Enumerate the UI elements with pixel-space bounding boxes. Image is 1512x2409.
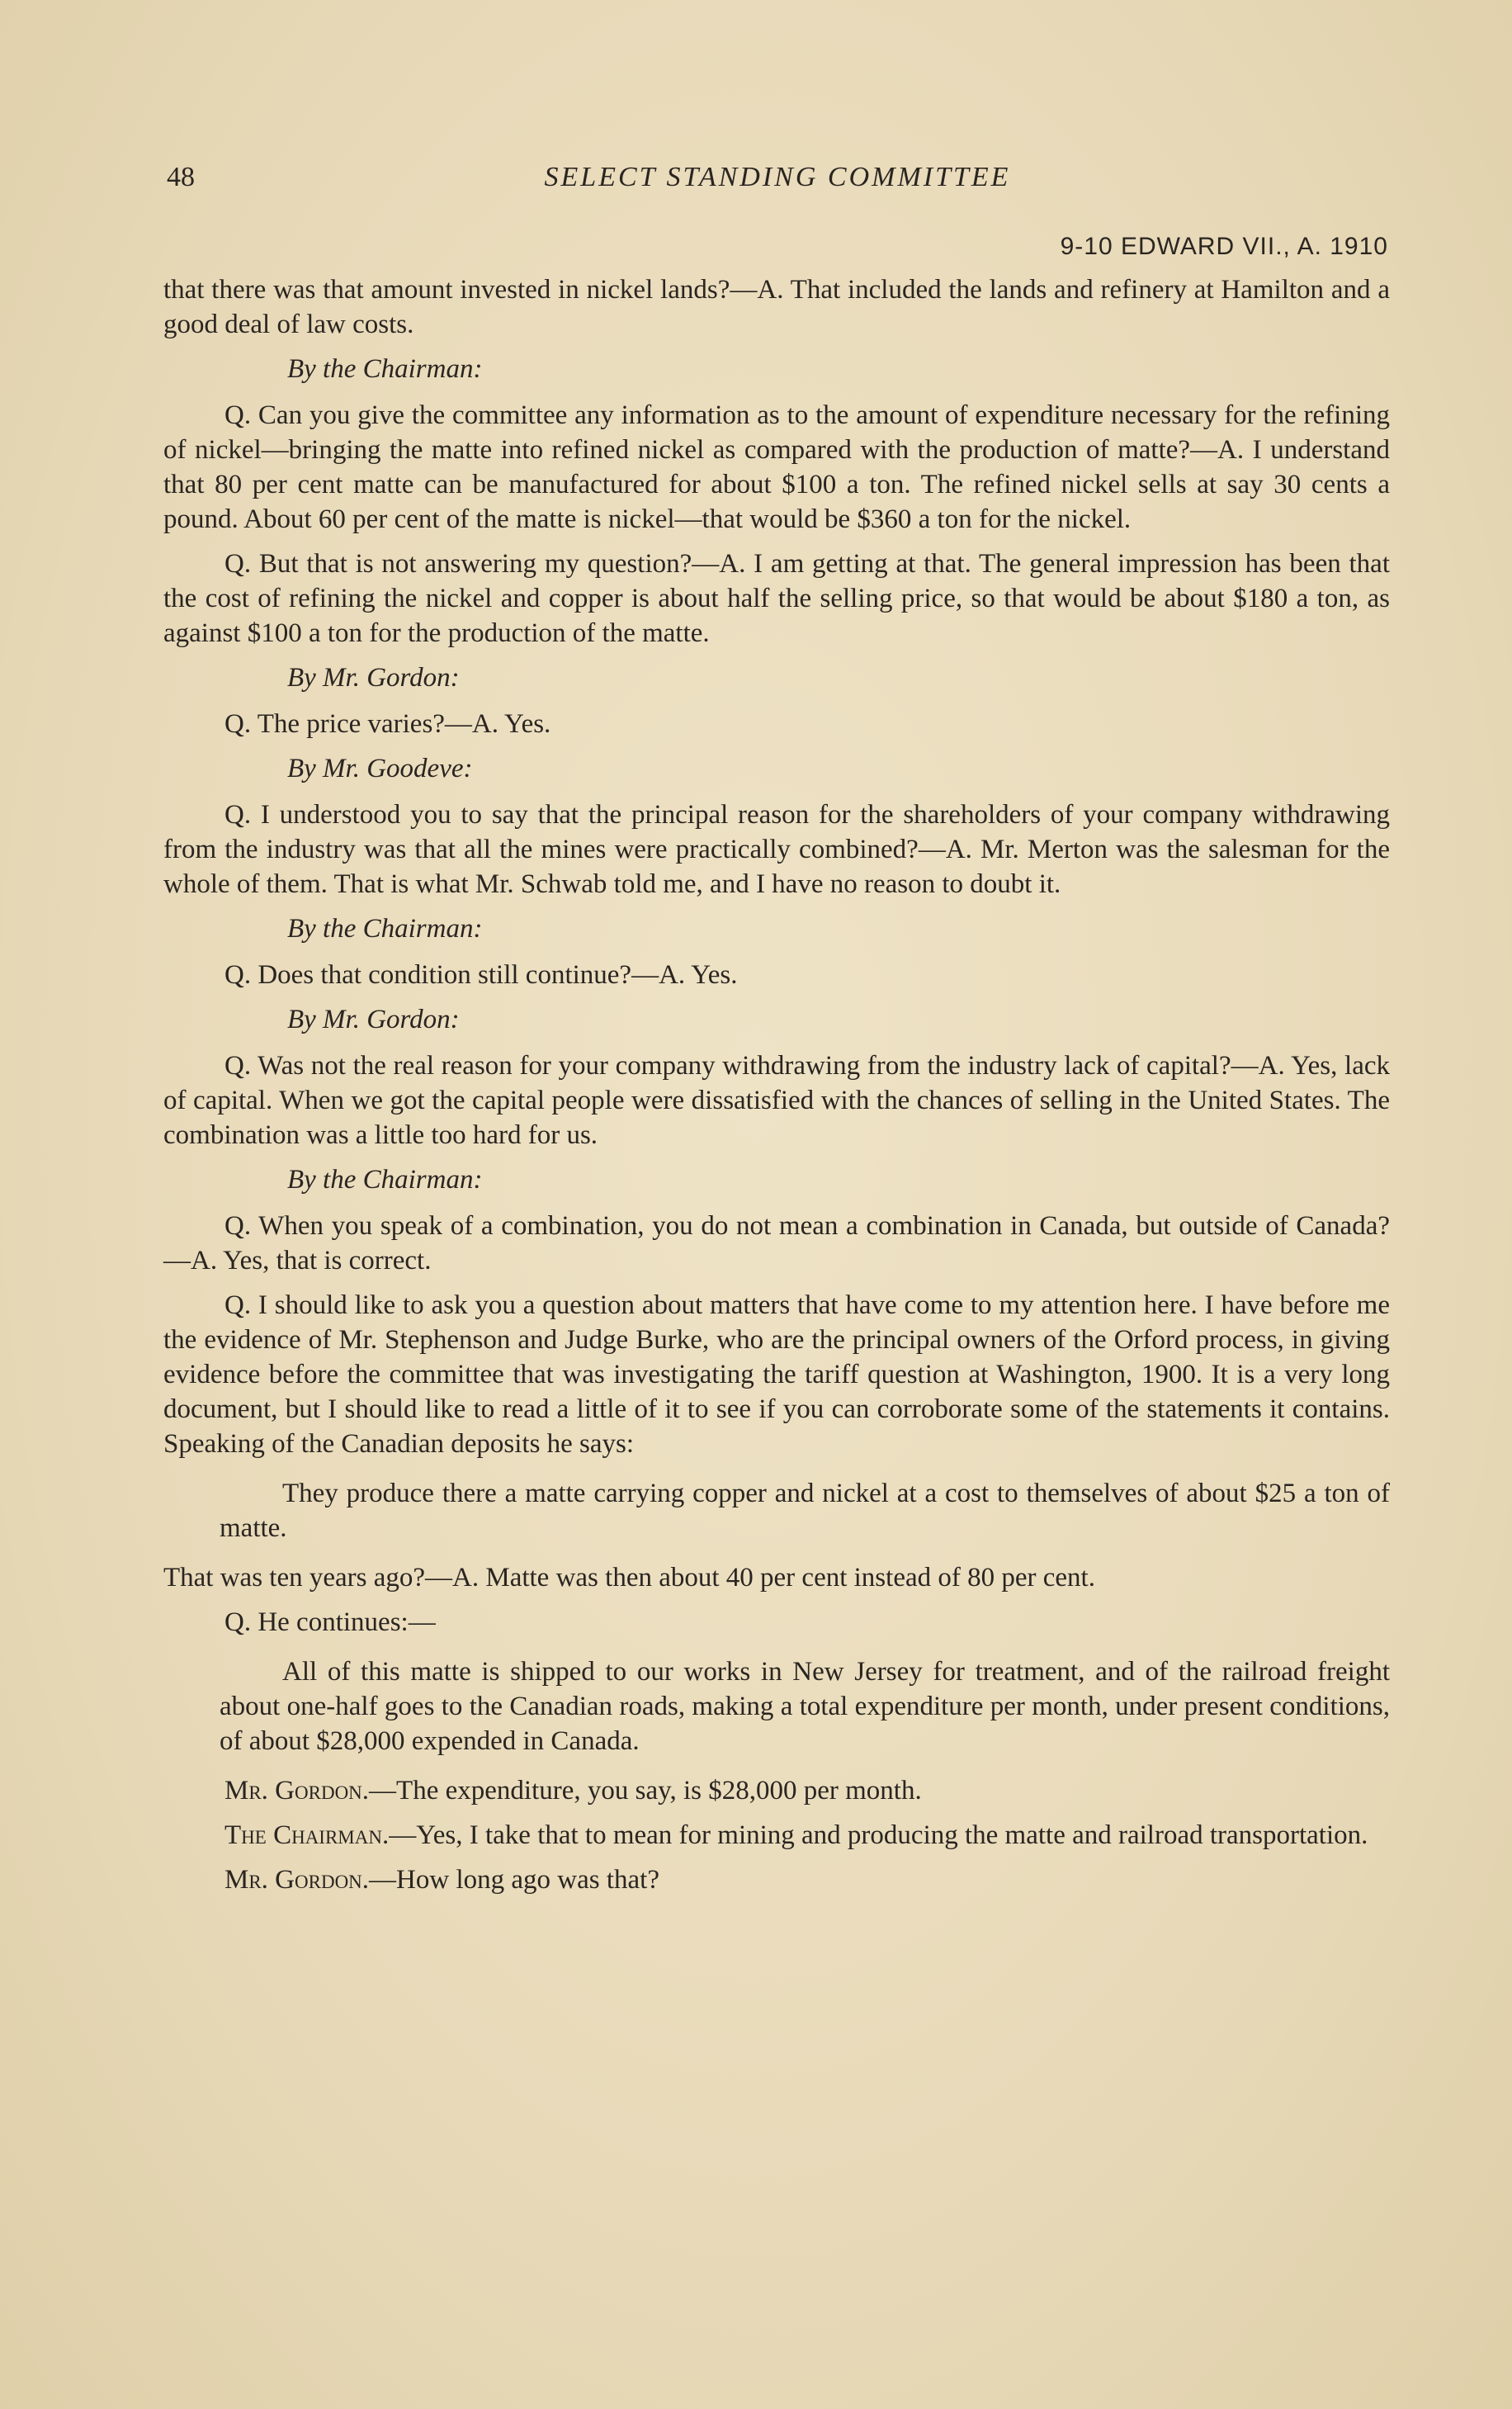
paragraph: Q. Does that condition still continue?—A. Yes.	[224, 960, 738, 990]
paragraph: Q. I understood you to say that the principal reason for the shareholders of your company withdrawing from the industry was that all the mines were practically combined?—A. Mr. Merton was the salesman for the whole of them. That is what Mr. Schwab told me, and I have no reason to doubt it.	[163, 800, 1390, 899]
speaker-heading: By the Chairman:	[287, 354, 483, 384]
speaker-heading: By the Chairman:	[287, 1165, 483, 1195]
speaker-line	[163, 1862, 1390, 1897]
speaker-text: —Yes, I take that to mean for mining and producing the matte and railroad transportation.	[389, 1820, 1368, 1850]
quoted-evidence: All of this matte is shipped to our works in New Jersey for treatment, and of the railroad freight about one-half goes to the Canadian roads, making a total expenditure per month, under present conditions, of about $28,000 expended in Canada.	[220, 1657, 1390, 1756]
paragraph: Q. The price varies?—A. Yes.	[224, 709, 551, 739]
speaker-line	[163, 1773, 1390, 1808]
speaker-name: The Chairman.	[224, 1820, 390, 1850]
paragraph: that there was that amount invested in nickel lands?—A. That included the lands and refinery at Hamilton and a good deal of law costs.	[163, 275, 1390, 339]
speaker-name: Mr. Gordon.	[224, 1776, 370, 1806]
quoted-evidence: They produce there a matte carrying copper and nickel at a cost to themselves of about $25 a ton of matte.	[220, 1479, 1390, 1543]
paragraph: Q. Can you give the committee any information as to the amount of expenditure necessary for the refining of nickel—bringing the matte into refined nickel as compared with the production of matte?—A. I understand that 80 per cent matte can be manufactured for about $100 a ton. The refined nickel sells at say 30 cents a pound. About 60 per cent of the matte is nickel—that would be $360 a ton for the nickel.	[163, 400, 1390, 534]
paragraph: Q. He continues:—	[224, 1607, 436, 1637]
body-text	[163, 272, 1390, 1907]
paragraph: Q. But that is not answering my question?—A. I am getting at that. The general impression has been that the cost of refining the nickel and copper is about half the selling price, so that would be about $180 a ton, as against $100 a ton for the production of the matte.	[163, 549, 1390, 648]
paragraph: Q. Was not the real reason for your company withdrawing from the industry lack of capital?—A. Yes, lack of capital. When we got the capital people were dissatisfied with the chances of selling in the United States. The combination was a little too hard for us.	[163, 1051, 1390, 1150]
speaker-text: —The expenditure, you say, is $28,000 per month.	[369, 1776, 922, 1806]
page-number: 48	[167, 162, 195, 192]
speaker-heading: By Mr. Goodeve:	[287, 754, 473, 783]
speaker-heading: By Mr. Gordon:	[287, 663, 460, 693]
speaker-line	[163, 1818, 1390, 1853]
page-header	[167, 162, 1388, 203]
speaker-heading: By the Chairman:	[287, 914, 483, 944]
running-title: SELECT STANDING COMMITTEE	[544, 162, 1011, 192]
speaker-heading: By Mr. Gordon:	[287, 1005, 460, 1034]
paragraph: Q. I should like to ask you a question about matters that have come to my attention here. I have before me the evidence of Mr. Stephenson and Judge Burke, who are the principal owners of the Orford process, in giving evidence before the committee that was investigating the tariff question at Washington, 1900. It is a very long document, but I should like to read a little of it to see if you can corroborate some of the statements it contains. Speaking of the Canadian deposits he says:	[163, 1290, 1390, 1459]
paragraph: That was ten years ago?—A. Matte was then about 40 per cent instead of 80 per cent.	[163, 1563, 1095, 1593]
speaker-text: —How long ago was that?	[369, 1865, 659, 1895]
session-reference: 9-10 EDWARD VII., A. 1910	[1060, 233, 1388, 260]
paragraph: Q. When you speak of a combination, you do not mean a combination in Canada, but outside of Canada?—A. Yes, that is correct.	[163, 1211, 1390, 1275]
speaker-name: Mr. Gordon.	[224, 1865, 370, 1895]
